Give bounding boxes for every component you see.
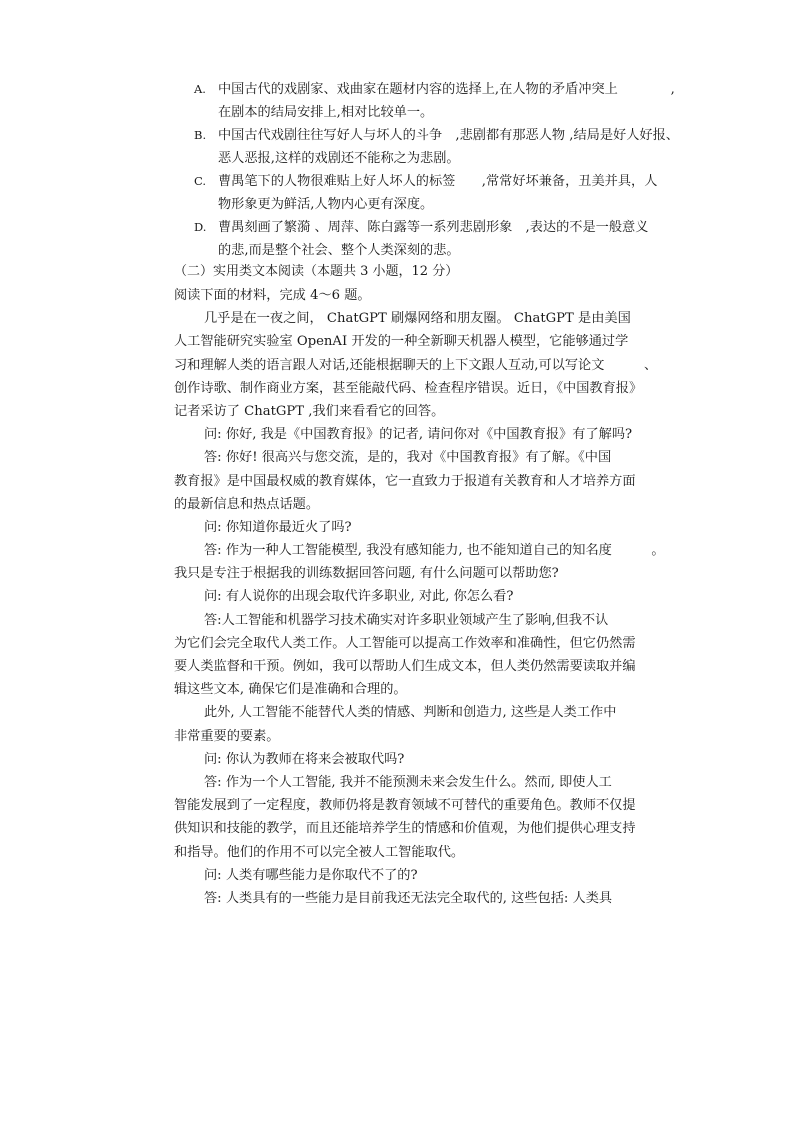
option-letter: D. bbox=[194, 220, 207, 234]
material-line: 智能发展到了一定程度，教师仍将是教育领域不可替代的重要角色。教师不仅提 bbox=[174, 798, 636, 814]
material-line: 记者采访了 ChatGPT ,我们来看看它的回答。 bbox=[174, 403, 445, 419]
material-line: 人工智能研究实验室 OpenAI 开发的一种全新聊天机器人模型，它能够通过学 bbox=[174, 334, 629, 350]
material-line: 供知识和技能的教学，而且还能培养学生的情感和价值观，为他们提供心理支持 bbox=[174, 821, 636, 837]
option-line: 物形象更为鲜活,人物内心更有深度。 bbox=[218, 197, 434, 212]
material-line: 为它们会完全取代人类工作。人工智能可以提高工作效率和准确性，但它仍然需 bbox=[174, 635, 636, 651]
material-line: 的最新信息和热点话题。 bbox=[174, 496, 320, 512]
option-letter: C. bbox=[194, 174, 207, 188]
material-line: 非常重要的要素。 bbox=[174, 728, 280, 744]
material-line: 此外, 人工智能不能替代人类的情感、判断和创造力, 这些是人类工作中 bbox=[204, 705, 617, 721]
material-line: 阅读下面的材料，完成 4～6 题。 bbox=[174, 288, 371, 303]
option-b bbox=[190, 124, 679, 170]
option-line: 曹禺刻画了繁漪 、周萍、陈白露等一系列悲剧形象 ,表达的不是一般意义 bbox=[218, 220, 649, 235]
material-line: 答: 你好! 很高兴与您交流，是的，我对《中国教育报》有了解。《中国 bbox=[204, 450, 612, 466]
option-letter: A. bbox=[194, 82, 206, 96]
option-letter: B. bbox=[194, 128, 207, 142]
material-line: 教育报》是中国最权威的教育媒体，它一直致力于报道有关教育和人才培养方面 bbox=[174, 473, 636, 489]
material-line: 问: 有人说你的出现会取代许多职业, 对此, 你怎么看? bbox=[204, 589, 514, 605]
material-line: 创作诗歌、制作商业方案，甚至能敲代码、检查程序错误。近日，《中国教育报》 bbox=[174, 380, 643, 396]
material-line: 我只是专注于根据我的训练数据回答问题, 有什么问题可以帮助您? bbox=[174, 566, 559, 582]
material-line: 问: 你好, 我是《中国教育报》的记者, 请问你对《中国教育报》有了解吗? bbox=[204, 427, 633, 443]
material-line: 几乎是在一夜之间， ChatGPT 刷爆网络和朋友圈。 ChatGPT 是由美国 bbox=[204, 311, 631, 327]
option-text bbox=[218, 170, 657, 216]
material-line: 问: 你认为教师在将来会被取代吗? bbox=[204, 751, 405, 767]
option-text bbox=[218, 124, 679, 170]
material-line: 辑这些文本, 确保它们是准确和合理的。 bbox=[174, 682, 407, 698]
option-line: 中国古代戏剧往往写好人与坏人的斗争 ,悲剧都有那恶人物 ,结局是好人好报、 bbox=[218, 128, 679, 143]
material-line: 和指导。他们的作用不可以完全被人工智能取代。 bbox=[174, 844, 465, 860]
option-d bbox=[190, 216, 649, 262]
option-line: 曹禺笔下的人物很难贴上好人坏人的标签 ,常常好坏兼备，丑美并具，人 bbox=[218, 174, 658, 189]
option-line: 中国古代的戏剧家、戏曲家在题材内容的选择上,在人物的矛盾冲突上 , bbox=[218, 82, 675, 97]
option-a bbox=[190, 78, 675, 124]
material-line: 答: 人类具有的一些能力是目前我还无法完全取代的, 这些包括: 人类具 bbox=[204, 890, 613, 906]
material-line: 答: 作为一种人工智能模型, 我没有感知能力, 也不能知道自己的知名度 。 bbox=[204, 543, 665, 559]
reading-material bbox=[174, 284, 665, 910]
material-line: 问: 人类有哪些能力是你取代不了的? bbox=[204, 867, 418, 883]
option-line: 的悲,而是整个社会、整个人类深刻的悲。 bbox=[218, 243, 460, 258]
material-line: 习和理解人类的语言跟人对话,还能根据聊天的上下文跟人互动,可以写论文 、 bbox=[174, 357, 658, 373]
option-text bbox=[218, 78, 675, 124]
option-line: 在剧本的结局安排上,相对比较单一。 bbox=[218, 105, 434, 120]
option-c bbox=[190, 170, 658, 216]
section-heading: （二）实用类文本阅读（本题共 3 小题，12 分） bbox=[174, 264, 459, 279]
material-line: 要人类监督和干预。例如，我可以帮助人们生成文本，但人类仍然需要读取并编 bbox=[174, 659, 636, 674]
option-text bbox=[218, 216, 648, 262]
option-line: 恶人恶报,这样的戏剧还不能称之为悲剧。 bbox=[218, 151, 460, 166]
material-line: 答: 作为一个人工智能, 我并不能预测未来会发生什么。然而, 即使人工 bbox=[204, 774, 612, 790]
material-line: 答:人工智能和机器学习技术确实对许多职业领域产生了影响,但我不认 bbox=[204, 612, 609, 628]
answer-options bbox=[190, 78, 679, 262]
material-line: 问: 你知道你最近火了吗? bbox=[204, 519, 352, 535]
